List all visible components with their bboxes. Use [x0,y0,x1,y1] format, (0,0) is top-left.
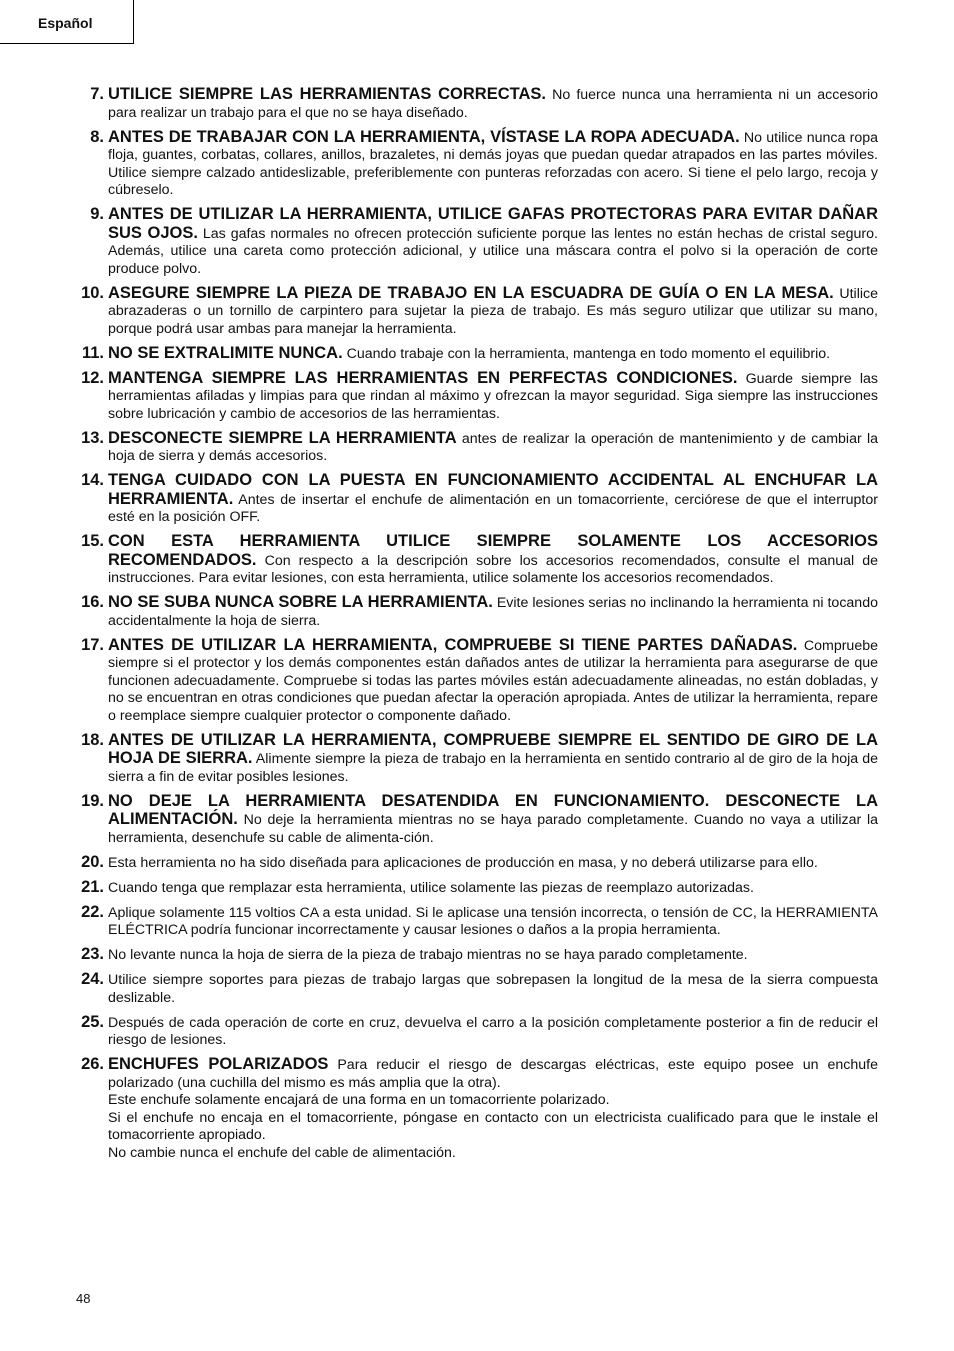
item-text: Utilice abrazaderas o un tornillo de carpintero para sujetar la pieza de trabajo. Es más seguro utilizar que utilizar su mano, porque podrá usar ambas para manejar la herramienta. [108,285,878,337]
list-item [70,854,878,873]
item-heading: TENGA CUIDADO CON LA PUESTA EN FUNCIONAMIENTO ACCIDENTAL AL ENCHUFAR LA HERRAMIENTA. [108,471,878,508]
item-text: Las gafas normales no ofrecen protección suficiente porque las lentes no están hechas de cristal seguro. Además, utilice una careta como protección adicional, y utilice una máscara contra el polvo si la operación de corte produce polvo. [108,225,878,277]
item-heading: ANTES DE TRABAJAR CON LA HERRAMIENTA, VÍSTASE LA ROPA ADECUADA. [108,127,740,146]
list-item [70,472,878,527]
item-text: No deje la herramienta mientras no se haya parado completamente. Cuando no vaya a utilizar la herramienta, desenchufe su cable de alimenta-ción. [108,812,878,846]
item-heading: NO SE EXTRALIMITE NUNCA. [108,343,343,362]
item-body [108,793,878,848]
item-text: Para reducir el riesgo de descargas eléctricas, este equipo posee un enchufe polarizado (una cuchilla del mismo es más amplia que la otra). [108,1057,878,1091]
list-item [70,971,878,1007]
item-number: 7. [90,85,104,103]
item-body [108,533,878,588]
item-body [108,854,878,873]
item-body [108,285,878,339]
item-text: Aplique solamente 115 voltios CA a esta unidad. Si le aplicase una tensión incorrecta, o tensión de CC, la HERRAMIENTA ELÉCTRICA podría funcionar incorrectamente y causar lesiones o daños a la propia herramienta. [108,904,878,938]
list-item [70,129,878,200]
item-number: 25. [81,1012,104,1031]
item-body [108,345,878,364]
list-item [70,533,878,588]
item-number: 20. [81,852,104,871]
list-item [70,345,878,364]
item-number: 26. [81,1055,104,1073]
item-number: 13. [81,428,104,447]
item-number: 12. [81,368,104,387]
item-text: Con respecto a la descripción sobre los accesorios recomendados, consulte el manual de instrucciones. Para evitar lesiones, con esta herramienta, utilice solamente los accesorios recomendados. [108,552,878,586]
item-extra-line: No cambie nunca el enchufe del cable de alimentación. [108,1144,456,1161]
item-number: 19. [81,791,104,810]
item-body [108,1014,878,1050]
item-number: 24. [81,970,104,988]
item-heading: MANTENGA SIEMPRE LAS HERRAMIENTAS EN PERFECTAS CONDICIONES. [108,368,738,387]
item-number: 14. [81,471,104,489]
item-heading: UTILICE SIEMPRE LAS HERRAMIENTAS CORRECTAS. [108,85,546,103]
item-text: Alimente siempre la pieza de trabajo en la herramienta en sentido contrario al de giro de la hoja de sierra a fin de evitar posibles lesiones. [108,751,878,785]
item-number: 15. [81,532,104,550]
list-item [70,594,878,630]
item-heading: ANTES DE UTILIZAR LA HERRAMIENTA, COMPRUEBE SIEMPRE EL SENTIDO DE GIRO DE LA HOJA DE SIERRA. [108,730,878,767]
item-extra-line: Si el enchufe no encaja en el tomacorriente, póngase en contacto con un electricista cualificado para que le instale el tomacorriente apropiado. [108,1109,878,1143]
item-heading: ASEGURE SIEMPRE LA PIEZA DE TRABAJO EN LA ESCUADRA DE GUÍA O EN LA MESA. [108,283,834,302]
item-text: No fuerce nunca una herramienta ni un accesorio para realizar un trabajo para el que no se haya diseñado. [108,87,878,121]
list-item [70,793,878,848]
list-item [70,1056,878,1162]
item-number: 18. [81,730,104,749]
item-number: 8. [90,127,104,146]
item-body [108,1056,878,1162]
item-text: No utilice nunca ropa floja, guantes, corbatas, collares, anillos, brazaletes, ni demás joyas que puedan quedar atrapados en las partes móviles. Utilice siempre calzado antideslizable, preferiblemente con punteras reforzadas con acero. Si tiene el pelo largo, recoja y cúbreselo. [108,129,878,198]
item-heading: CON ESTA HERRAMIENTA UTILICE SIEMPRE SOLAMENTE LOS ACCESORIOS RECOMENDADOS. [108,532,878,569]
item-text: Cuando trabaje con la herramienta, mantenga en todo momento el equilibrio. [342,345,831,362]
list-item [70,86,878,122]
item-number: 17. [81,635,104,654]
item-body [108,86,878,122]
item-heading: ANTES DE UTILIZAR LA HERRAMIENTA, COMPRUEBE SI TIENE PARTES DAÑADAS. [108,635,798,654]
item-body [108,370,878,424]
item-text: antes de realizar la operación de mantenimiento y de cambiar la hoja de sierra y demás accesorios. [108,430,878,464]
list-item [70,370,878,424]
item-text: Guarde siempre las herramientas afiladas y limpias para que rindan al máximo y ofrezcan la mayor seguridad. Siga siempre las instrucciones sobre lubricación y cambio de accesorios de las herramientas. [108,370,878,422]
list-item [70,430,878,466]
item-body [108,472,878,527]
item-heading: DESCONECTE SIEMPRE LA HERRAMIENTA [108,428,457,447]
item-body [108,971,878,1007]
item-text: Cuando tenga que remplazar esta herramienta, utilice solamente las piezas de reemplazo autorizadas. [108,879,754,896]
item-heading: ENCHUFES POLARIZADOS [108,1055,329,1073]
item-number: 10. [81,283,104,302]
item-number: 22. [81,902,104,921]
item-text: Evite lesiones serias no inclinando la herramienta ni tocando accidentalmente la hoja de sierra. [108,595,878,629]
item-text: No levante nunca la hoja de sierra de la pieza de trabajo mientras no se haya parado completamente. [108,947,748,963]
item-number: 23. [81,945,104,963]
item-text: Después de cada operación de corte en cruz, devuelva el carro a la posición completamente posterior a fin de reducir el riesgo de lesiones. [108,1014,878,1048]
item-text: Utilice siempre soportes para piezas de trabajo largas que sobrepasen la longitud de la mesa de la sierra compuesta deslizable. [108,972,878,1006]
list-item [70,285,878,339]
item-body [108,206,878,278]
item-body [108,732,878,787]
list-item [70,946,878,965]
page-number: 48 [76,1291,91,1306]
list-item [70,879,878,898]
safety-instructions-list [70,86,878,1169]
item-body [108,430,878,466]
list-item [70,637,878,726]
item-body [108,594,878,630]
item-text: Esta herramienta no ha sido diseñada para aplicaciones de producción en masa, y no deberá utilizarse para ello. [108,854,818,871]
item-body [108,637,878,726]
item-body [108,946,878,965]
item-number: 21. [81,877,104,896]
item-body [108,904,878,940]
item-heading: ANTES DE UTILIZAR LA HERRAMIENTA, UTILICE GAFAS PROTECTORAS PARA EVITAR DAÑAR SUS OJOS. [108,205,878,242]
language-label: Español [38,15,93,31]
list-item [70,904,878,940]
item-body [108,129,878,200]
item-body [108,879,878,898]
item-text: Compruebe siempre si el protector y los demás componentes están dañados antes de utilizar la herramienta para asegurarse de que funcionen adecuadamente. Compruebe si todas las partes móviles están adecuadamente alineadas, no están dobladas, y no se encuentran en otras condiciones que puedan afectar la operación apropiada. Antes de utilizar la herramienta, repare o reemplace siempre cualquier protector o componente dañado. [108,637,878,724]
language-tab [0,0,134,44]
item-extra-line: Este enchufe solamente encajará de una forma en un tomacorriente polarizado. [108,1092,610,1108]
list-item [70,206,878,278]
item-number: 16. [81,593,104,611]
item-heading: NO SE SUBA NUNCA SOBRE LA HERRAMIENTA. [108,593,493,611]
item-number: 9. [90,205,104,223]
item-heading: NO DEJE LA HERRAMIENTA DESATENDIDA EN FUNCIONAMIENTO. DESCONECTE LA ALIMENTACIÓN. [108,791,878,828]
item-text: Antes de insertar el enchufe de alimentación en un tomacorriente, cerciórese de que el interruptor esté en la posición OFF. [108,491,878,525]
item-number: 11. [81,343,104,362]
list-item [70,1014,878,1050]
list-item [70,732,878,787]
